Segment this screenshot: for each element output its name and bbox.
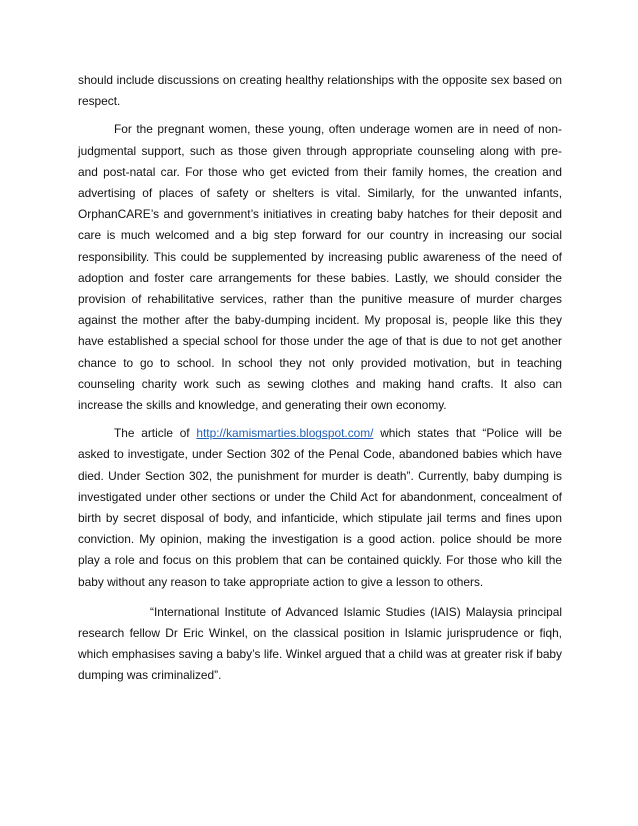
article-intro-text: The article of [114, 426, 197, 441]
paragraph-quote: “International Institute of Advanced Islamic Studies (IAIS) Malaysia principal research fellow Dr Eric Winkel, on the classical position in Islamic jurisprudence or fiqh, which emphasises saving a baby’s life. Winkel argued that a child was at greater risk if baby dumping was criminalized”. [78, 604, 562, 683]
blog-link[interactable]: http://kamismarties.blogspot.com/ [196, 426, 374, 441]
document-body [78, 70, 562, 687]
paragraph-pregnant-women: For the pregnant women, these young, often underage women are in need of non-judgmental support, such as those given through appropriate counseling along with pre- and post-natal car. For those who get evicted from their family homes, the creation and advertising of places of safety or shelters is vital. Similarly, for the unwanted infants, OrphanCARE’s and government’s initiatives in creating baby hatches for their deposit and care is much welcomed and a big step forward for our country in increasing our social responsibility. This could be supplemented by increasing public awareness of the need of adoption and foster care arrangements for these babies. Lastly, we should consider the provision of rehabilitative services, rather than the punitive measure of murder charges against the mother after the baby-dumping incident. My proposal is, people like this they have established a special school for those under the age of that is due to not get another chance to go to school. In school they not only provided motivation, but in teaching counseling charity work such as sewing clothes and making hand crafts. It also can increase the skills and knowledge, and generating their own economy. [78, 122, 562, 413]
paragraph-article [78, 423, 562, 593]
article-body-text: which states that “Police will be asked to investigate, under Section 302 of the Penal Code, abandoned babies which have died. Under Section 302, the punishment for murder is death”. Currently, baby dumping is investigated under other sections or under the Child Act for abandonment, concealment of birth by secret disposal of body, and infanticide, which stipulate jail terms and fines upon conviction. My opinion, making the investigation is a good action. police should be more play a role and focus on this problem that can be contained quickly. For those who kill the baby without any reason to take appropriate action to give a lesson to others. [78, 426, 562, 589]
paragraph-continuation: should include discussions on creating healthy relationships with the opposite sex based on respect. [78, 73, 562, 109]
